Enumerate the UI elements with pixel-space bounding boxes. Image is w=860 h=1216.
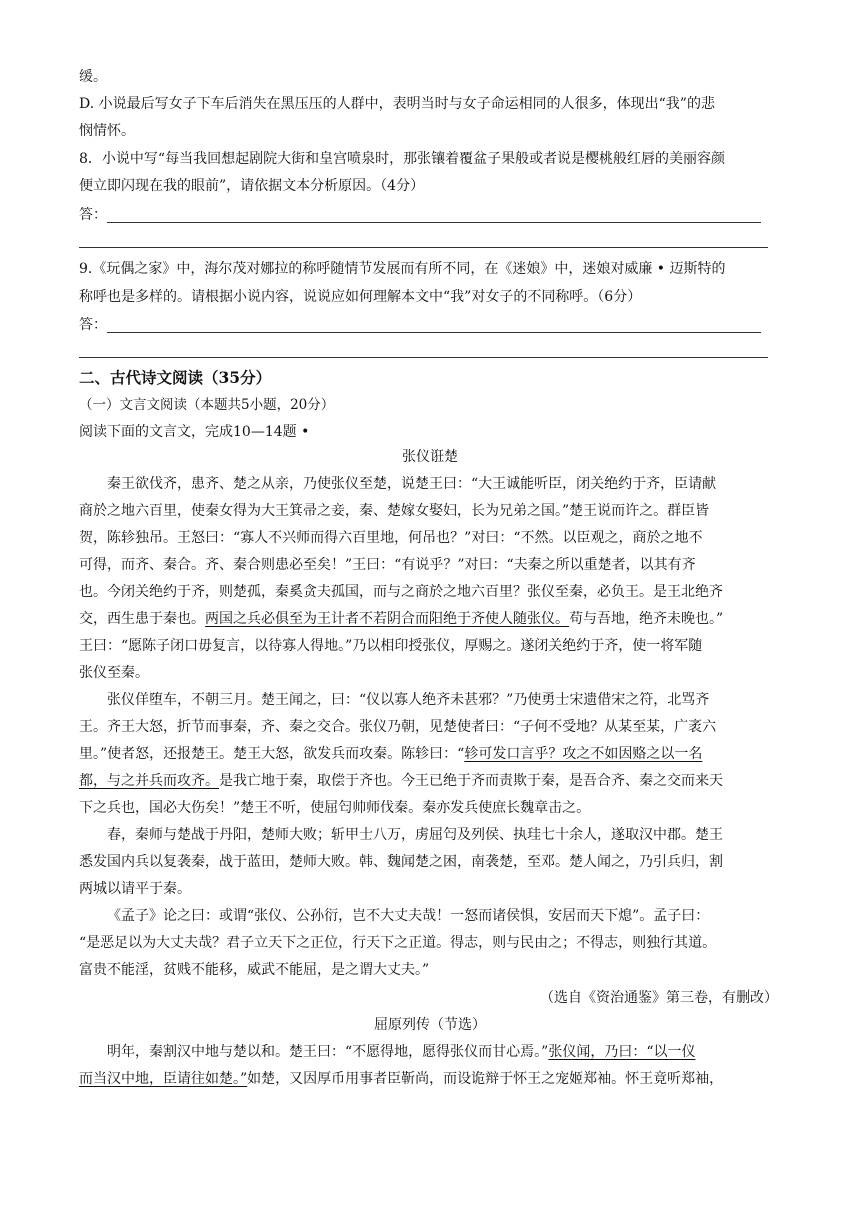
q8-line2: 便立即闪现在我的眼前”，请依据文本分析原因。（4分） <box>79 178 425 194</box>
p2-line5: 下之兵也，国必大伤矣！”楚王不听，使屈匄帅师伐秦。秦亦发兵使庶长魏章击之。 <box>79 800 591 816</box>
section2-title: 二、古代诗文阅读（35分） <box>79 368 272 387</box>
p2-line3 <box>79 745 702 763</box>
p5-line2 <box>79 1070 723 1088</box>
source-citation: （选自《资治通鉴》第三卷，有删改） <box>540 990 778 1006</box>
instruction: 阅读下面的文言文，完成10—14题 • <box>79 424 310 440</box>
p3-line1: 春，秦师与楚战于丹阳，楚师大败；斩甲士八万，虏屈匄及列侯、执珪七十余人，遂取汉中郡。楚王 <box>107 827 723 843</box>
q9-answer-label: 答： <box>79 317 107 333</box>
q7-option-d-line2: 悯情怀。 <box>79 123 135 139</box>
p4-line2: “是恶足以为大丈夫哉？君子立天下之正位，行天下之正道。得志，则与民由之；不得志，则独行其道。 <box>79 935 717 951</box>
p2-line4 <box>79 772 723 790</box>
p1-line6-end: 苟与吾地，绝齐未晚也。” <box>569 611 724 627</box>
subsection1-title: （一）文言文阅读（本题共5小题，20分） <box>79 397 335 413</box>
p2-line4-end: 是我亡地于秦，取偿于齐也。今王已绝于齐而责欺于秦，是吾合齐、秦之交而来天 <box>219 773 723 789</box>
p1-line3: 贺，陈轸独吊。王怒曰：“寡人不兴师而得六百里地，何吊也？”对曰：“不然。以臣观之，商於之地不 <box>79 530 703 546</box>
p1-line6 <box>79 610 723 628</box>
p5-line2-end: 如楚，又因厚币用事者臣靳尚，而设诡辩于怀王之宠姬郑袖。怀王竟听郑袖， <box>247 1071 724 1087</box>
p1-line7: 王曰：“愿陈子闭口毋复言，以待寡人得地。”乃以相印授张仪，厚赐之。遂闭关绝约于齐，使一将军随 <box>79 638 703 654</box>
p1-line4: 可得，而齐、秦合。齐、秦合则患必至矣！”王曰：“有说乎？”对曰：“夫秦之所以重楚者，以其有齐 <box>79 557 696 573</box>
p1-line5: 也。今闭关绝约于齐，则楚孤，秦奚贪夫孤国，而与之商於之地六百里？张仪至秦，必负王。是王北绝齐 <box>79 584 723 600</box>
q7-tail: 缓。 <box>79 69 107 85</box>
q9-answer-line-2[interactable] <box>79 357 768 358</box>
p4-line1: 《孟子》论之曰：或谓“张仪、公孙衍，岂不大丈夫哉！一怒而诸侯惧，安居而天下熄”。孟子曰： <box>107 908 710 924</box>
p5-line1-start: 明年，秦割汉中地与楚以和。楚王曰：“不愿得地，愿得张仪而甘心焉。” <box>107 1044 549 1060</box>
underlined-sentence-1: 两国之兵必俱至为王计者不若阴合而阳绝于齐使人随张仪。 <box>205 611 569 627</box>
p2-line3-start: 里。”使者怒，还报楚王。楚王大怒，欲发兵而攻秦。陈轸曰：“ <box>79 746 465 762</box>
p1-line6-start: 交，西生患于秦也。 <box>79 611 205 627</box>
q8-answer-line-1[interactable] <box>107 222 761 223</box>
q7-option-d-line1: D. 小说最后写女子下车后消失在黑压压的人群中，表明当时与女子命运相同的人很多，体现出“我”的悲 <box>79 96 715 112</box>
underlined-sentence-3b: 而当汉中地，臣请往如楚。” <box>79 1071 248 1087</box>
p5-line1 <box>107 1043 696 1061</box>
p3-line3: 两城以请平于秦。 <box>79 881 191 897</box>
p1-line1: 秦王欲伐齐，患齐、楚之从亲，乃使张仪至楚，说楚王曰：“大王诚能听臣，闭关绝约于齐，臣请献 <box>107 476 717 492</box>
underlined-sentence-2b: 都，与之并兵而攻齐。 <box>79 773 219 789</box>
q8-line1: 8．小说中写“每当我回想起剧院大街和皇宫喷泉时，那张镶着覆盆子果般或者说是樱桃般红唇的美丽容颜 <box>79 151 726 167</box>
text1-title: 张仪诳楚 <box>402 449 458 465</box>
p4-line3: 富贵不能淫，贫贱不能移，威武不能屈，是之谓大丈夫。” <box>79 962 430 978</box>
p3-line2: 悉发国内兵以复袭秦，战于蓝田，楚师大败。韩、魏闻楚之困，南袭楚，至邓。楚人闻之，乃引兵归，割 <box>79 854 723 870</box>
p1-line8: 张仪至秦。 <box>79 665 149 681</box>
p2-line1: 张仪佯堕车，不朝三月。楚王闻之，曰：“仪以寡人绝齐未甚邪？”乃使勇士宋遗借宋之符，北骂齐 <box>107 692 710 708</box>
q9-answer-line-1[interactable] <box>107 332 761 333</box>
underlined-sentence-3a: 张仪闻，乃曰：“以一仪 <box>548 1044 696 1060</box>
q9-line1: 9.《玩偶之家》中，海尔茂对娜拉的称呼随情节发展而有所不同，在《迷娘》中，迷娘对威廉 • 迈斯特的 <box>79 261 726 277</box>
p2-line2: 王。齐王大怒，折节而事秦，齐、秦之交合。张仪乃朝，见楚使者曰：“子何不受地？从某至某，广袤六 <box>79 719 717 735</box>
q8-answer-line-2[interactable] <box>79 247 768 248</box>
q9-line2: 称呼也是多样的。请根据小说内容，说说应如何理解本文中“我”对女子的不同称呼。（6分） <box>79 289 642 305</box>
q8-answer-label: 答： <box>79 207 107 223</box>
text2-title: 屈原列传（节选） <box>374 1017 486 1033</box>
underlined-sentence-2a: 轸可发口言乎？攻之不如因赂之以一名 <box>464 746 703 762</box>
p1-line2: 商於之地六百里，使秦女得为大王箕帚之妾，秦、楚嫁女娶妇，长为兄弟之国。”楚王说而许之。群臣皆 <box>79 503 710 519</box>
